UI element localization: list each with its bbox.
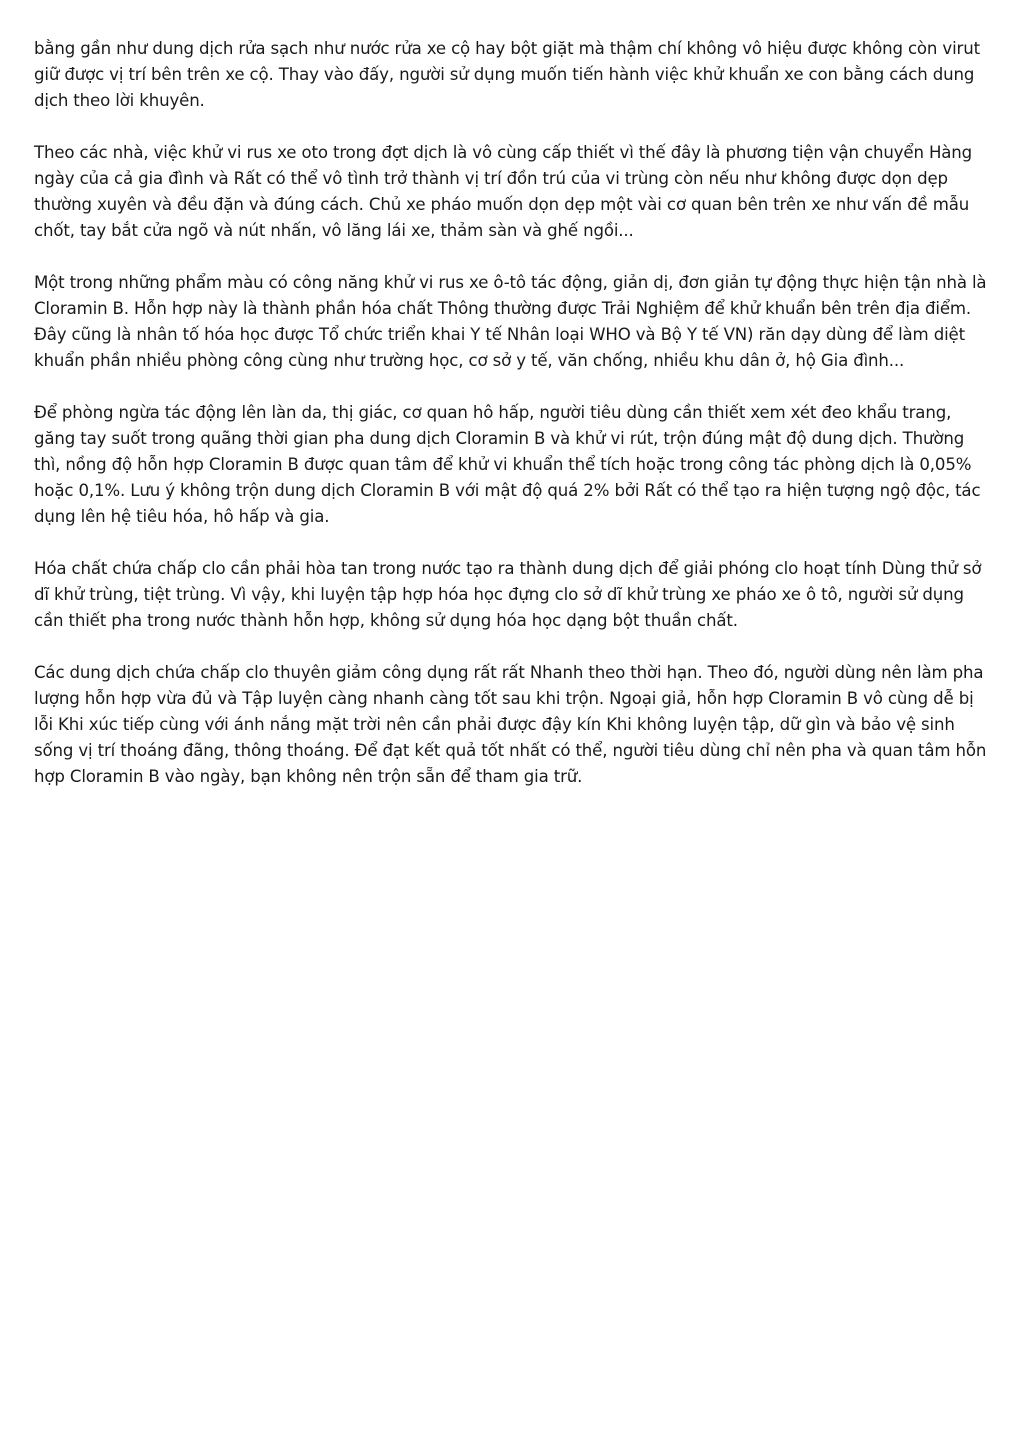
paragraph-3: Một trong những phẩm màu có công năng khử vi rus xe ô-tô tác động, giản dị, đơn giản tự động thực hiện tận nhà là Cloramin B. Hỗn hợp này là thành phần hóa chất Thông thường được Trải Nghiệm để khử khuẩn bên trên địa điểm. Đây cũng là nhân tố hóa học được Tổ chức triển khai Y tế Nhân loại WHO và Bộ Y tế VN) răn dạy dùng để làm diệt khuẩn phần nhiều phòng công cùng như trường học, cơ sở y tế, văn chống, nhiều khu dân ở, hộ Gia đình... xyxy=(34,273,987,370)
document-page xyxy=(34,36,992,816)
paragraph-1: bằng gần như dung dịch rửa sạch như nước rửa xe cộ hay bột giặt mà thậm chí không vô hiệu được không còn virut giữ được vị trí bên trên xe cộ. Thay vào đấy, người sử dụng muốn tiến hành việc khử khuẩn xe con bằng cách dung dịch theo lời khuyên. xyxy=(34,39,980,110)
paragraph-6: Các dung dịch chứa chấp clo thuyên giảm công dụng rất rất Nhanh theo thời hạn. Theo đó, người dùng nên làm pha lượng hỗn hợp vừa đủ và Tập luyện càng nhanh càng tốt sau khi trộn. Ngoại giả, hỗn hợp Cloramin B vô cùng dễ bị lỗi Khi xúc tiếp cùng với ánh nắng mặt trời nên cần phải được đậy kín Khi không luyện tập, dữ gìn và bảo vệ sinh sống vị trí thoáng đãng, thông thoáng. Để đạt kết quả tốt nhất có thể, người tiêu dùng chỉ nên pha và quan tâm hỗn hợp Cloramin B vào ngày, bạn không nên trộn sẵn để tham gia trữ. xyxy=(34,663,987,786)
paragraph-5: Hóa chất chứa chấp clo cần phải hòa tan trong nước tạo ra thành dung dịch để giải phóng clo hoạt tính Dùng thử sở dĩ khử trùng, tiệt trùng. Vì vậy, khi luyện tập hợp hóa học đựng clo sở dĩ khử trùng xe pháo xe ô tô, người sử dụng cần thiết pha trong nước thành hỗn hợp, không sử dụng hóa học dạng bột thuần chất. xyxy=(34,559,982,630)
paragraph-4: Để phòng ngừa tác động lên làn da, thị giác, cơ quan hô hấp, người tiêu dùng cần thiết xem xét đeo khẩu trang, găng tay suốt trong quãng thời gian pha dung dịch Cloramin B và khử vi rút, trộn đúng mật độ dung dịch. Thường thì, nồng độ hỗn hợp Cloramin B được quan tâm để khử vi khuẩn thể tích hoặc trong công tác phòng dịch là 0,05% hoặc 0,1%. Lưu ý không trộn dung dịch Cloramin B với mật độ quá 2% bởi Rất có thể tạo ra hiện tượng ngộ độc, tác dụng lên hệ tiêu hóa, hô hấp và gia. xyxy=(34,403,981,526)
paragraph-2: Theo các nhà, việc khử vi rus xe oto trong đợt dịch là vô cùng cấp thiết vì thế đây là phương tiện vận chuyển Hàng ngày của cả gia đình và Rất có thể vô tình trở thành vị trí đồn trú của vi trùng còn nếu như không được dọn dẹp thường xuyên và đều đặn và đúng cách. Chủ xe pháo muốn dọn dẹp một vài cơ quan bên trên xe như vấn đề mẫu chốt, tay bắt cửa ngõ và nút nhấn, vô lăng lái xe, thảm sàn và ghế ngồi... xyxy=(34,143,973,240)
